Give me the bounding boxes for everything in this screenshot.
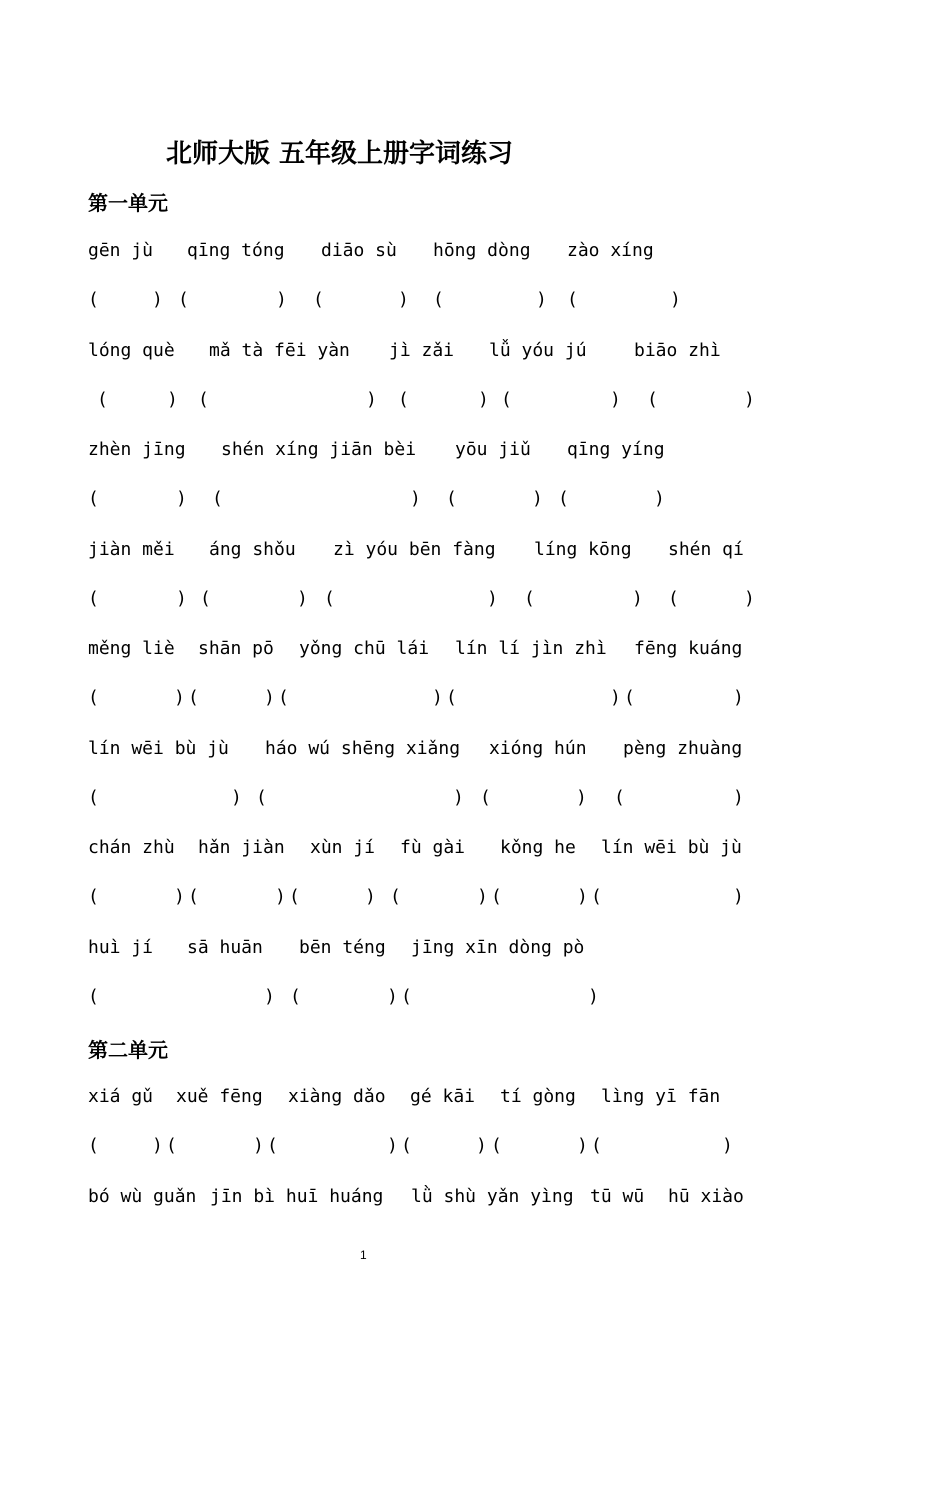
paren-close: ) <box>174 687 185 708</box>
paren-close: ) <box>722 1135 733 1156</box>
paren-close: ) <box>654 488 665 509</box>
pinyin-word: hōng dòng <box>433 240 531 261</box>
pinyin-word: biāo zhì <box>634 340 721 361</box>
pinyin-row <box>88 835 742 861</box>
paren-open: ( <box>188 886 199 907</box>
paren-open: ( <box>390 886 401 907</box>
pinyin-word: yǒng chū lái <box>299 638 430 659</box>
page-number: 1 <box>360 1248 367 1262</box>
pinyin-word: jì zǎi <box>389 340 455 361</box>
pinyin-word: lǚ yóu jú <box>489 340 587 361</box>
paren-close: ) <box>588 986 599 1007</box>
paren-open: ( <box>88 289 99 310</box>
pinyin-word: xióng hún <box>489 738 587 759</box>
paren-open: ( <box>88 1135 99 1156</box>
pinyin-word: fù gài <box>400 837 466 858</box>
pinyin-row <box>88 935 585 961</box>
paren-open: ( <box>88 886 99 907</box>
paren-close: ) <box>536 289 547 310</box>
pinyin-row <box>88 736 743 762</box>
paren-close: ) <box>453 787 464 808</box>
pinyin-word: zhèn jīng <box>88 439 186 460</box>
paren-open: ( <box>198 389 209 410</box>
paren-close: ) <box>478 389 489 410</box>
answer-blank-row <box>88 785 744 811</box>
paren-close: ) <box>744 389 755 410</box>
paren-close: ) <box>275 886 286 907</box>
paren-open: ( <box>558 488 569 509</box>
pinyin-word: xuě fēng <box>176 1086 263 1107</box>
pinyin-word: shén qí <box>668 539 744 560</box>
pinyin-word: tū wū <box>590 1186 645 1207</box>
pinyin-word: líng kōng <box>534 539 632 560</box>
paren-open: ( <box>88 687 99 708</box>
paren-open: ( <box>324 588 335 609</box>
paren-close: ) <box>432 687 443 708</box>
pinyin-word: mǎ tà fēi yàn <box>209 340 350 361</box>
paren-open: ( <box>567 289 578 310</box>
paren-close: ) <box>532 488 543 509</box>
pinyin-word: jīng xīn dòng pò <box>411 937 585 958</box>
pinyin-word: pèng zhuàng <box>623 738 743 759</box>
pinyin-word: jīn bì huī huáng <box>210 1186 384 1207</box>
paren-open: ( <box>446 488 457 509</box>
paren-open: ( <box>88 588 99 609</box>
paren-close: ) <box>487 588 498 609</box>
paren-open: ( <box>398 389 409 410</box>
paren-close: ) <box>733 886 744 907</box>
paren-open: ( <box>88 787 99 808</box>
pinyin-word: chán zhù <box>88 837 175 858</box>
pinyin-word: tí gòng <box>500 1086 576 1107</box>
paren-close: ) <box>410 488 421 509</box>
pinyin-row <box>88 1084 721 1110</box>
paren-open: ( <box>256 787 267 808</box>
pinyin-word: qīng yíng <box>567 439 665 460</box>
paren-open: ( <box>624 687 635 708</box>
pinyin-word: bó wù guǎn <box>88 1186 197 1207</box>
paren-close: ) <box>744 588 755 609</box>
pinyin-word: shén xíng jiān bèi <box>221 439 417 460</box>
paren-open: ( <box>591 1135 602 1156</box>
paren-close: ) <box>253 1135 264 1156</box>
paren-close: ) <box>632 588 643 609</box>
paren-open: ( <box>668 588 679 609</box>
answer-blank-row <box>88 287 681 313</box>
paren-open: ( <box>88 488 99 509</box>
paren-open: ( <box>278 687 289 708</box>
pinyin-row <box>88 437 665 463</box>
pinyin-word: xiàng dǎo <box>288 1086 386 1107</box>
pinyin-row <box>88 338 721 364</box>
pinyin-word: gé kāi <box>410 1086 476 1107</box>
answer-blank-row <box>88 1133 733 1159</box>
paren-close: ) <box>264 986 275 1007</box>
pinyin-word: lín wēi bù jù <box>601 837 742 858</box>
paren-open: ( <box>433 289 444 310</box>
paren-close: ) <box>176 488 187 509</box>
unit-2-heading: 第二单元 <box>88 1038 168 1062</box>
paren-close: ) <box>231 787 242 808</box>
pinyin-word: lóng què <box>88 340 175 361</box>
pinyin-word: jiàn měi <box>88 539 175 560</box>
pinyin-row <box>88 537 744 563</box>
answer-blank-row <box>88 984 599 1010</box>
paren-open: ( <box>188 687 199 708</box>
paren-open: ( <box>501 389 512 410</box>
unit-1-heading: 第一单元 <box>88 191 168 215</box>
pinyin-row <box>88 636 743 662</box>
paren-close: ) <box>670 289 681 310</box>
paren-close: ) <box>387 986 398 1007</box>
paren-close: ) <box>152 1135 163 1156</box>
paren-open: ( <box>591 886 602 907</box>
paren-open: ( <box>446 687 457 708</box>
pinyin-word: zào xíng <box>567 240 654 261</box>
paren-close: ) <box>610 389 621 410</box>
paren-open: ( <box>524 588 535 609</box>
paren-close: ) <box>152 289 163 310</box>
answer-blank-row <box>88 884 744 910</box>
pinyin-word: lǜ shù yǎn yìng <box>411 1186 574 1207</box>
paren-close: ) <box>167 389 178 410</box>
paren-close: ) <box>297 588 308 609</box>
pinyin-word: fēng kuáng <box>634 638 743 659</box>
pinyin-word: shān pō <box>198 638 274 659</box>
paren-close: ) <box>476 1135 487 1156</box>
paren-close: ) <box>366 389 377 410</box>
paren-close: ) <box>576 787 587 808</box>
pinyin-word: qīng tóng <box>187 240 285 261</box>
answer-blank-row <box>88 685 744 711</box>
paren-close: ) <box>733 687 744 708</box>
paren-close: ) <box>577 1135 588 1156</box>
answer-blank-row <box>88 387 755 413</box>
paren-open: ( <box>267 1135 278 1156</box>
paren-close: ) <box>174 886 185 907</box>
paren-close: ) <box>264 687 275 708</box>
pinyin-word: xiá gǔ <box>88 1086 154 1107</box>
paren-open: ( <box>200 588 211 609</box>
pinyin-row <box>88 238 654 264</box>
paren-open: ( <box>401 986 412 1007</box>
paren-open: ( <box>290 986 301 1007</box>
paren-close: ) <box>365 886 376 907</box>
paren-close: ) <box>387 1135 398 1156</box>
paren-open: ( <box>491 1135 502 1156</box>
paren-open: ( <box>313 289 324 310</box>
answer-blank-row <box>88 586 755 612</box>
paren-open: ( <box>614 787 625 808</box>
pinyin-word: kǒng he <box>500 837 576 858</box>
paren-open: ( <box>166 1135 177 1156</box>
paren-close: ) <box>733 787 744 808</box>
pinyin-row <box>88 1184 744 1210</box>
pinyin-word: sā huān <box>187 937 263 958</box>
paren-close: ) <box>276 289 287 310</box>
page-title: 北师大版 五年级上册字词练习 <box>166 139 514 169</box>
pinyin-word: lín wēi bù jù <box>88 738 229 759</box>
pinyin-word: lín lí jìn zhì <box>455 638 607 659</box>
pinyin-word: diāo sù <box>321 240 397 261</box>
pinyin-word: huì jí <box>88 937 154 958</box>
pinyin-word: áng shǒu <box>209 539 296 560</box>
paren-close: ) <box>577 886 588 907</box>
pinyin-word: háo wú shēng xiǎng <box>265 738 461 759</box>
pinyin-word: gēn jù <box>88 240 154 261</box>
pinyin-word: měng liè <box>88 638 175 659</box>
paren-open: ( <box>88 986 99 1007</box>
paren-open: ( <box>97 389 108 410</box>
pinyin-word: zì yóu bēn fàng <box>333 539 496 560</box>
pinyin-word: yōu jiǔ <box>455 439 531 460</box>
pinyin-word: hū xiào <box>668 1186 744 1207</box>
paren-close: ) <box>398 289 409 310</box>
paren-close: ) <box>477 886 488 907</box>
paren-open: ( <box>212 488 223 509</box>
paren-close: ) <box>610 687 621 708</box>
pinyin-word: bēn téng <box>299 937 386 958</box>
pinyin-word: xùn jí <box>310 837 376 858</box>
paren-open: ( <box>491 886 502 907</box>
paren-open: ( <box>401 1135 412 1156</box>
answer-blank-row <box>88 486 665 512</box>
paren-open: ( <box>178 289 189 310</box>
paren-open: ( <box>289 886 300 907</box>
pinyin-word: lìng yī fān <box>601 1086 721 1107</box>
paren-close: ) <box>176 588 187 609</box>
pinyin-word: hǎn jiàn <box>198 837 285 858</box>
paren-open: ( <box>647 389 658 410</box>
paren-open: ( <box>480 787 491 808</box>
